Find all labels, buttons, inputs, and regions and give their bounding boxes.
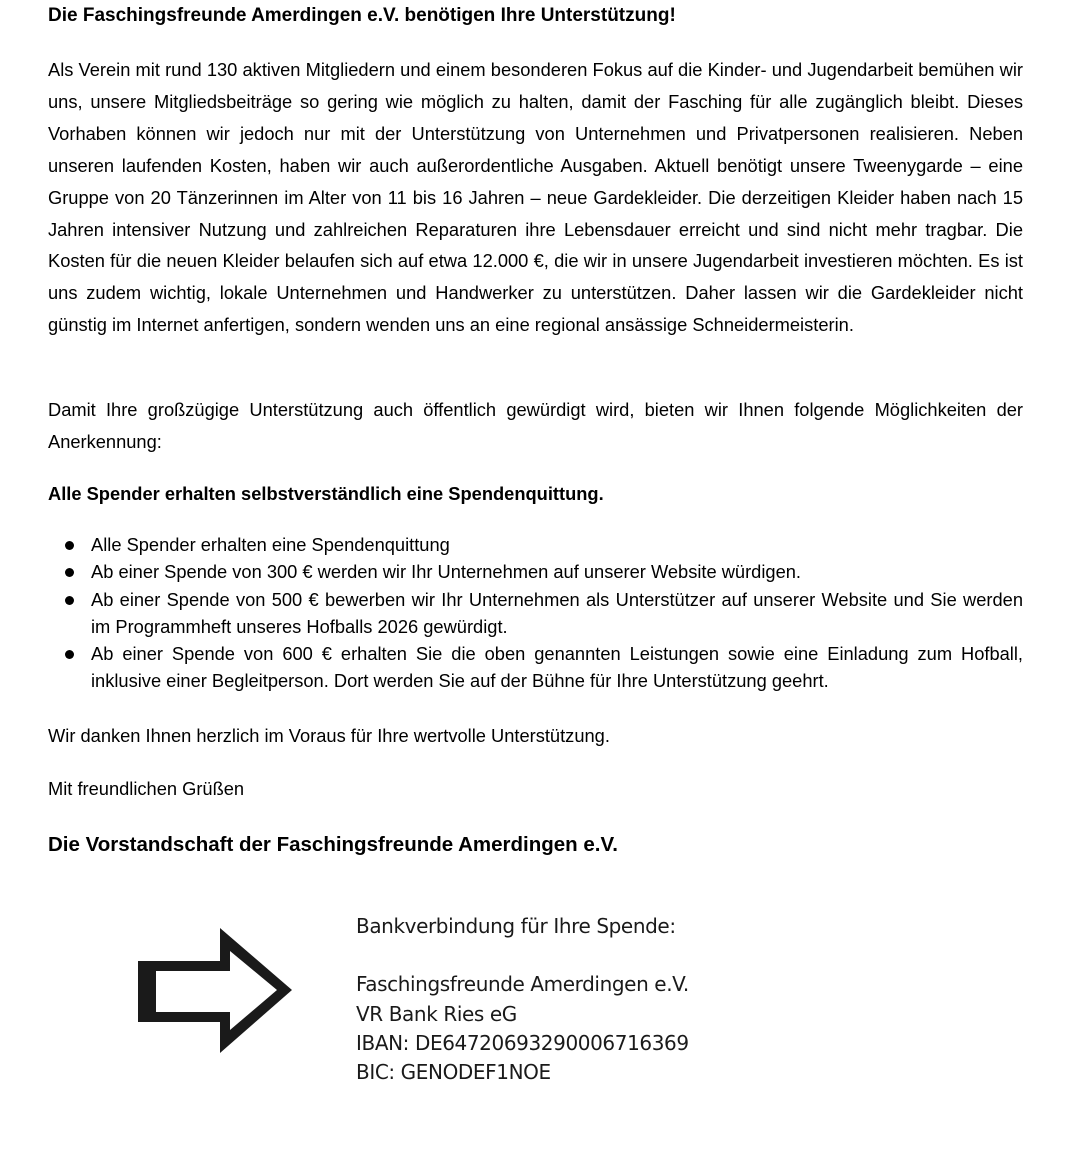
bullet-icon [65,596,74,605]
signature: Die Vorstandschaft der Faschingsfreunde Amerdingen e.V. [48,833,618,856]
bullet-icon [65,568,74,577]
thanks-text: Wir danken Ihnen herzlich im Voraus für Ihre wertvolle Unterstützung. [48,725,610,746]
bic: BIC: GENODEF1NOE [356,1060,551,1084]
list-item-text: Ab einer Spende von 600 € erhalten Sie die oben genannten Leistungen sowie eine Einladung zum Hofball, inklusive einer Begleitperson. Dort werden Sie auf der Bühne für Ihre Unterstützung geehrt. [91,643,1023,692]
arrow-right-outline-icon [136,926,296,1056]
list-item-text: Ab einer Spende von 500 € bewerben wir Ihr Unternehmen als Unterstützer auf unserer Website und Sie werden im Programmheft unseres Hofballs 2026 gewürdigt. [91,588,1023,637]
bank-heading: Bankverbindung für Ihre Spende: [356,914,676,938]
bank-name: VR Bank Ries eG [356,1001,517,1026]
receipt-notice: Alle Spender erhalten selbstverständlich eine Spendenquittung. [48,483,604,504]
list-item [48,531,1023,558]
iban: IBAN: DE64720693290006716369 [356,1030,689,1055]
recognition-paragraph: Damit Ihre großzügige Unterstützung auch öffentlich gewürdigt wird, bieten wir Ihnen folgende Möglichkeiten der Anerkennung: [48,399,1023,452]
greeting-text: Mit freundlichen Grüßen [48,778,245,799]
list-item-text: Ab einer Spende von 300 € werden wir Ihr Unternehmen auf unserer Website würdigen. [91,561,801,583]
spacer [356,941,689,970]
benefits-list [48,531,1023,695]
list-item [48,640,1023,695]
bullet-icon [65,650,74,659]
list-item-text: Alle Spender erhalten eine Spendenquittung [91,534,450,555]
account-holder: Faschingsfreunde Amerdingen e.V. [356,972,689,997]
list-item [48,586,1023,641]
page-title: Die Faschingsfreunde Amerdingen e.V. benötigen Ihre Unterstützung! [48,5,676,26]
bullet-icon [65,541,74,550]
list-item [48,558,1023,585]
intro-paragraph: Als Verein mit rund 130 aktiven Mitgliedern und einem besonderen Fokus auf die Kinder- und Jugendarbeit bemühen wir uns, unsere Mitgliedsbeiträge so gering wie möglich zu halten, damit der Fasching für alle zugänglich bleibt. Dieses Vorhaben können wir jedoch nur mit der Unterstützung von Unternehmen und Privatpersonen realisieren. Neben unseren laufenden Kosten, haben wir auch außerordentliche Ausgaben. Aktuell benötigt unsere Tweenygarde – eine Gruppe von 20 Tänzerinnen im Alter von 11 bis 16 Jahren – neue Gardekleider. Die derzeitigen Kleider haben nach 15 Jahren intensiver Nutzung und zahlreichen Reparaturen ihre Lebensdauer erreicht und sind nicht mehr tragbar. Die Kosten für die neuen Kleider belaufen sich auf etwa 12.000 €, die wir in unsere Jugendarbeit investieren möchten. Es ist uns zudem wichtig, lokale Unternehmen und Handwerker zu unterstützen. Daher lassen wir die Gardekleider nicht günstig im Internet anfertigen, sondern wenden uns an eine regional ansässige Schneidermeisterin. [48,59,1023,336]
bank-details [356,912,689,1087]
